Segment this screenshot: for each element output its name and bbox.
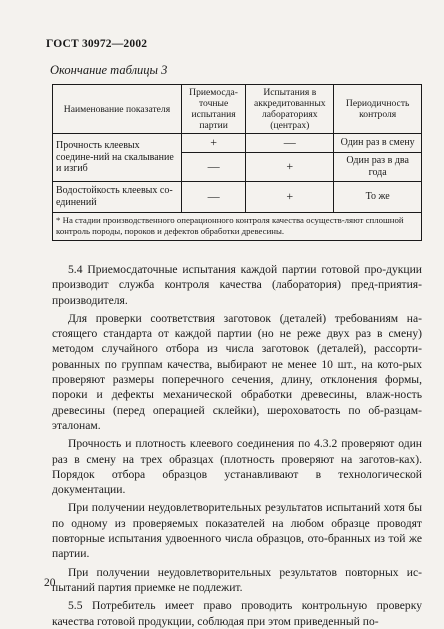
table-row [53,181,422,212]
table-caption: Окончание таблицы 3 [50,63,168,77]
document-code-header: ГОСТ 30972—2002 [46,38,148,50]
indicator-cell: Прочность клеевых соедине-ний на скалывание и изгиб [53,134,182,182]
paragraph: 5.4 Приемосдаточные испытания каждой партии готовой про-дукции производит служба контроля качества (лаборатория) пред-приятия-производителя. [52,263,422,307]
header-indicator: Наименование показателя [53,85,182,134]
acceptance-mark: — [181,181,245,212]
acceptance-mark: — [181,152,245,181]
test-table [52,84,422,241]
accredited-mark: + [246,181,334,212]
indicator-cell: Водостойкость клеевых со-единений [53,181,182,212]
table-footnote-row [53,212,422,240]
paragraph: При получении неудовлетворительных результатов испытаний хотя бы по одному из проверяемых показателей на любом образце проводят повторные испытания удвоенного числа образцов, ото-бранных из той же партии. [52,501,422,561]
header-control-periodicity: Периодичность контроля [334,85,422,134]
paragraph: Для проверки соответствия заготовок (деталей) требованиям на-стоящего стандарта от каждой партии (но не реже двух раз в смену) методом случайного отбора из числа заготовок (деталей), рассорти-рованных по группам качества, выбирают не менее 10 шт., на кото-рых проверяют размеры поперечного сечения, длину, отклонения формы, пороки и дефекты механической обработки древесины, влаж-ность древесины (перед операцией склейки), шероховатость по об-разцам-эталонам. [52,311,422,432]
table-row [53,134,422,153]
periodicity-cell: То же [334,181,422,212]
table-footnote: * На стадии производственного операционного контроля качества осуществ-ляют сплошной контроль породы, пороков и дефектов обработки древесины. [53,212,422,240]
header-acceptance-tests: Приемосда-точные испытания партии [181,85,245,134]
page-number: 20 [44,577,56,589]
paragraph: Прочность и плотность клеевого соединения по 4.3.2 проверяют один раз в смену на трех образцах (плотность проверяют на заготов-ках). Порядок отбора образцов устанавливают в технологической документации. [52,437,422,497]
acceptance-mark: + [181,134,245,153]
body-text [52,262,422,629]
accredited-mark: — [246,134,334,153]
table-header-row [53,85,422,134]
accredited-mark: + [246,152,334,181]
periodicity-cell: Один раз в два года [334,152,422,181]
header-accredited-lab-tests: Испытания в аккредитованных лабораториях (центрах) [246,85,334,134]
paragraph: 5.5 Потребитель имеет право проводить контрольную проверку качества готовой продукции, соблюдая при этом приведенный по- [52,599,422,628]
paragraph: При получении неудовлетворительных результатов повторных ис-пытаний партия приемке не подлежит. [52,565,422,594]
periodicity-cell: Один раз в смену [334,134,422,153]
